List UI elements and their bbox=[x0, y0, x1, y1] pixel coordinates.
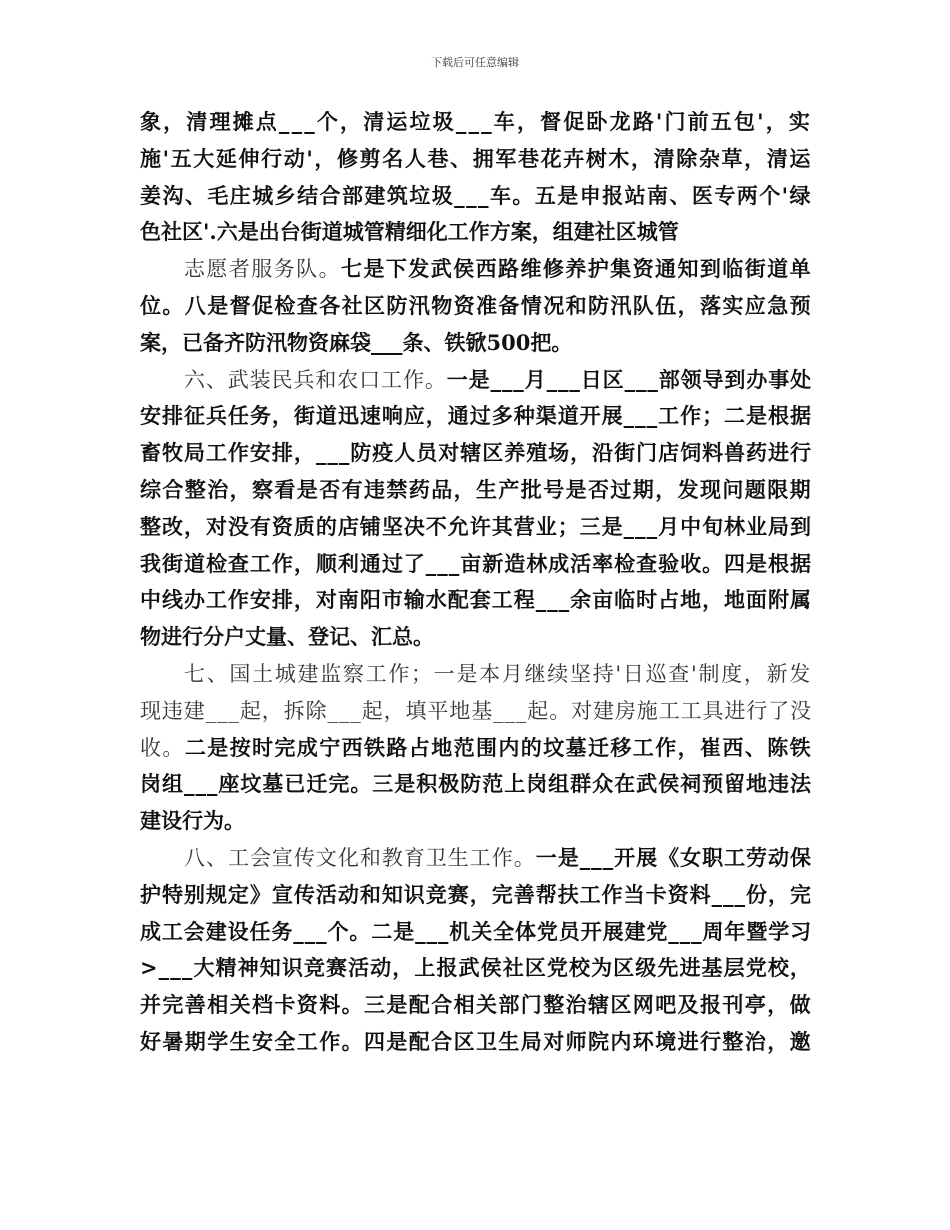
text-line bbox=[140, 987, 812, 1024]
text-line bbox=[140, 178, 812, 215]
text-segment: 象，清理摊点___个，清运垃圾___车，督促卧龙路'门前五包'，实 bbox=[140, 109, 812, 134]
text-line bbox=[140, 214, 812, 251]
text-segment: 并完善相关档卡资料。三是配合相关部门整治辖区网吧及报刊亭，做 bbox=[140, 992, 812, 1018]
text-line bbox=[140, 325, 812, 362]
text-segment: 中线办工作安排，对南阳市输水配套工程___余亩临时占地，地面附属 bbox=[140, 587, 812, 613]
text-line bbox=[140, 619, 812, 656]
text-segment: 志愿者服务队。 bbox=[184, 257, 342, 282]
text-segment: 六、武装民兵和农口工作。 bbox=[184, 367, 447, 392]
text-line bbox=[140, 472, 812, 509]
text-segment: 位。八是督促检查各社区防汛物资准备情况和防汛队伍，落实应急预 bbox=[140, 292, 812, 318]
text-line bbox=[140, 251, 812, 288]
text-segment: 安排征兵任务，街道迅速响应，通过多种渠道开展___工作；二是根据 bbox=[140, 403, 812, 429]
text-segment: 施'五大延伸行动'，修剪名人巷、拥军巷花卉树木，清除杂草，清运 bbox=[140, 145, 812, 171]
text-segment: 收。 bbox=[140, 735, 185, 760]
text-line bbox=[140, 582, 812, 619]
document-body bbox=[140, 104, 812, 1061]
text-line bbox=[140, 398, 812, 435]
text-segment: 畜牧局工作安排，___防疫人员对辖区养殖场，沿街门店饲料兽药进行 bbox=[140, 440, 812, 466]
text-segment: 七是下发武侯西路维修养护集资通知到临街道单 bbox=[341, 256, 812, 282]
text-segment: 建设行为。 bbox=[140, 808, 245, 834]
text-segment: >___大精神知识竞赛活动，上报武侯社区党校为区级先进基层党校， bbox=[140, 955, 812, 981]
text-line bbox=[140, 914, 812, 951]
text-segment: 现违建___起，拆除___起，填平地基___起。对建房施工工具进行了没 bbox=[140, 698, 812, 723]
text-segment: 护特别规定》宣传活动和知识竞赛，完善帮扶工作当卡资料___份，完 bbox=[140, 881, 812, 907]
text-line bbox=[140, 730, 812, 767]
text-line bbox=[140, 288, 812, 325]
text-line bbox=[140, 766, 812, 803]
text-segment: 八、工会宣传文化和教育卫生工作。 bbox=[184, 845, 536, 870]
text-segment: 物进行分户丈量、登记、汇总。 bbox=[140, 624, 434, 650]
text-segment: 案，已备齐防汛物资麻袋___条、铁锨500把。 bbox=[140, 329, 573, 355]
text-line bbox=[140, 840, 812, 877]
text-line bbox=[140, 950, 812, 987]
text-segment: 岗组___座坟墓已迁完。三是积极防范上岗组群众在武侯祠预留地违法 bbox=[140, 771, 812, 797]
text-line bbox=[140, 1024, 812, 1061]
text-line bbox=[140, 546, 812, 583]
text-segment: 整改，对没有资质的店铺坚决不允许其营业；三是___月中旬林业局到 bbox=[140, 513, 812, 539]
text-segment: 综合整治，察看是否有违禁药品，生产批号是否过期，发现问题限期 bbox=[140, 476, 812, 502]
text-segment: 色社区'.六是出台街道城管精细化工作方案，组建社区城管 bbox=[140, 219, 679, 245]
page-header: 下载后可任意编辑 bbox=[431, 56, 519, 69]
text-segment: 七、国土城建监察工作；一是本月继续坚持'日巡查'制度，新发 bbox=[184, 661, 812, 686]
text-line bbox=[140, 656, 812, 693]
text-segment: 一是___开展《女职工劳动保 bbox=[535, 844, 812, 870]
text-line bbox=[140, 877, 812, 914]
text-segment: 二是按时完成宁西铁路占地范围内的坟墓迁移工作，崔西、陈铁 bbox=[184, 734, 812, 760]
text-line bbox=[140, 362, 812, 399]
text-line bbox=[140, 141, 812, 178]
text-line bbox=[140, 803, 812, 840]
text-segment: 一是___月___日区___部领导到办事处 bbox=[446, 366, 812, 392]
text-segment: 姜沟、毛庄城乡结合部建筑垃圾___车。五是申报站南、医专两个'绿 bbox=[140, 182, 812, 208]
text-line bbox=[140, 435, 812, 472]
text-segment: 成工会建设任务___个。二是___机关全体党员开展建党___周年暨学习 bbox=[140, 918, 812, 944]
text-line bbox=[140, 104, 812, 141]
text-segment: 我街道检查工作，顺利通过了___亩新造林成活率检查验收。四是根据 bbox=[140, 550, 812, 576]
text-segment: 好暑期学生安全工作。四是配合区卫生局对师院内环境进行整治，邀 bbox=[140, 1028, 812, 1054]
text-line bbox=[140, 509, 812, 546]
text-line bbox=[140, 693, 812, 730]
